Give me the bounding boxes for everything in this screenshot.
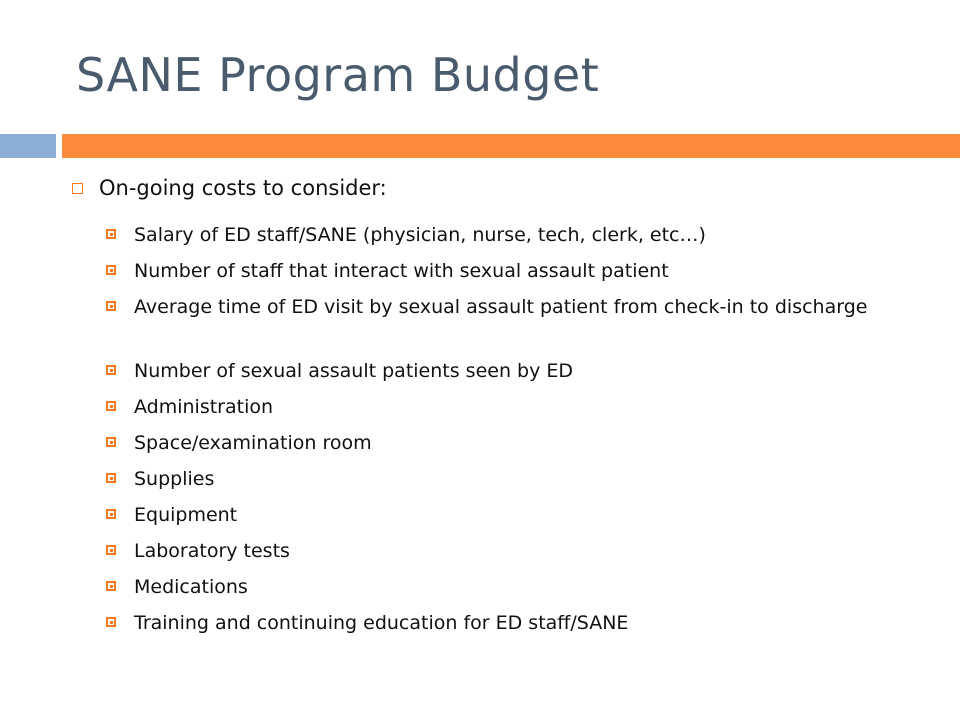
list-item-text: Administration — [134, 396, 274, 418]
list-item — [106, 466, 936, 492]
list-item — [106, 222, 936, 248]
list-item — [106, 394, 936, 420]
list-item-text: Space/examination room — [134, 432, 372, 454]
square-bullet-icon — [106, 301, 116, 311]
hollow-square-bullet-icon — [72, 183, 83, 194]
list-item-text: Supplies — [134, 468, 215, 490]
square-bullet-icon — [106, 265, 116, 275]
list-item — [106, 610, 936, 636]
list-item — [106, 430, 936, 456]
square-bullet-icon — [106, 581, 116, 591]
square-bullet-icon — [106, 509, 116, 519]
square-bullet-icon — [106, 401, 116, 411]
list-item — [106, 574, 936, 600]
square-bullet-icon — [106, 617, 116, 627]
list-item-text: Number of sexual assault patients seen by ED — [134, 360, 574, 382]
list-item-text: Number of staff that interact with sexual assault patient — [134, 260, 669, 282]
square-bullet-icon — [106, 473, 116, 483]
list-item — [106, 538, 936, 564]
list-item — [106, 502, 936, 528]
list-item-text: Salary of ED staff/SANE (physician, nurse, tech, clerk, etc…) — [134, 224, 706, 246]
square-bullet-icon — [106, 437, 116, 447]
title-underline-orange — [62, 134, 960, 158]
list-item-text: Laboratory tests — [134, 540, 290, 562]
bullet-heading-text: On-going costs to consider: — [99, 176, 387, 200]
slide-title: SANE Program Budget — [76, 48, 600, 102]
list-item — [106, 258, 936, 284]
square-bullet-icon — [106, 229, 116, 239]
square-bullet-icon — [106, 365, 116, 375]
list-item-text: Training and continuing education for ED staff/SANE — [134, 612, 629, 634]
list-item-text: Average time of ED visit by sexual assault patient from check-in to discharge — [134, 296, 868, 318]
list-item — [106, 358, 936, 384]
bullet-heading — [72, 176, 387, 200]
title-underline-blue — [0, 134, 56, 158]
list-item — [106, 294, 936, 320]
square-bullet-icon — [106, 545, 116, 555]
list-item-text: Medications — [134, 576, 248, 598]
list-item-text: Equipment — [134, 504, 238, 526]
